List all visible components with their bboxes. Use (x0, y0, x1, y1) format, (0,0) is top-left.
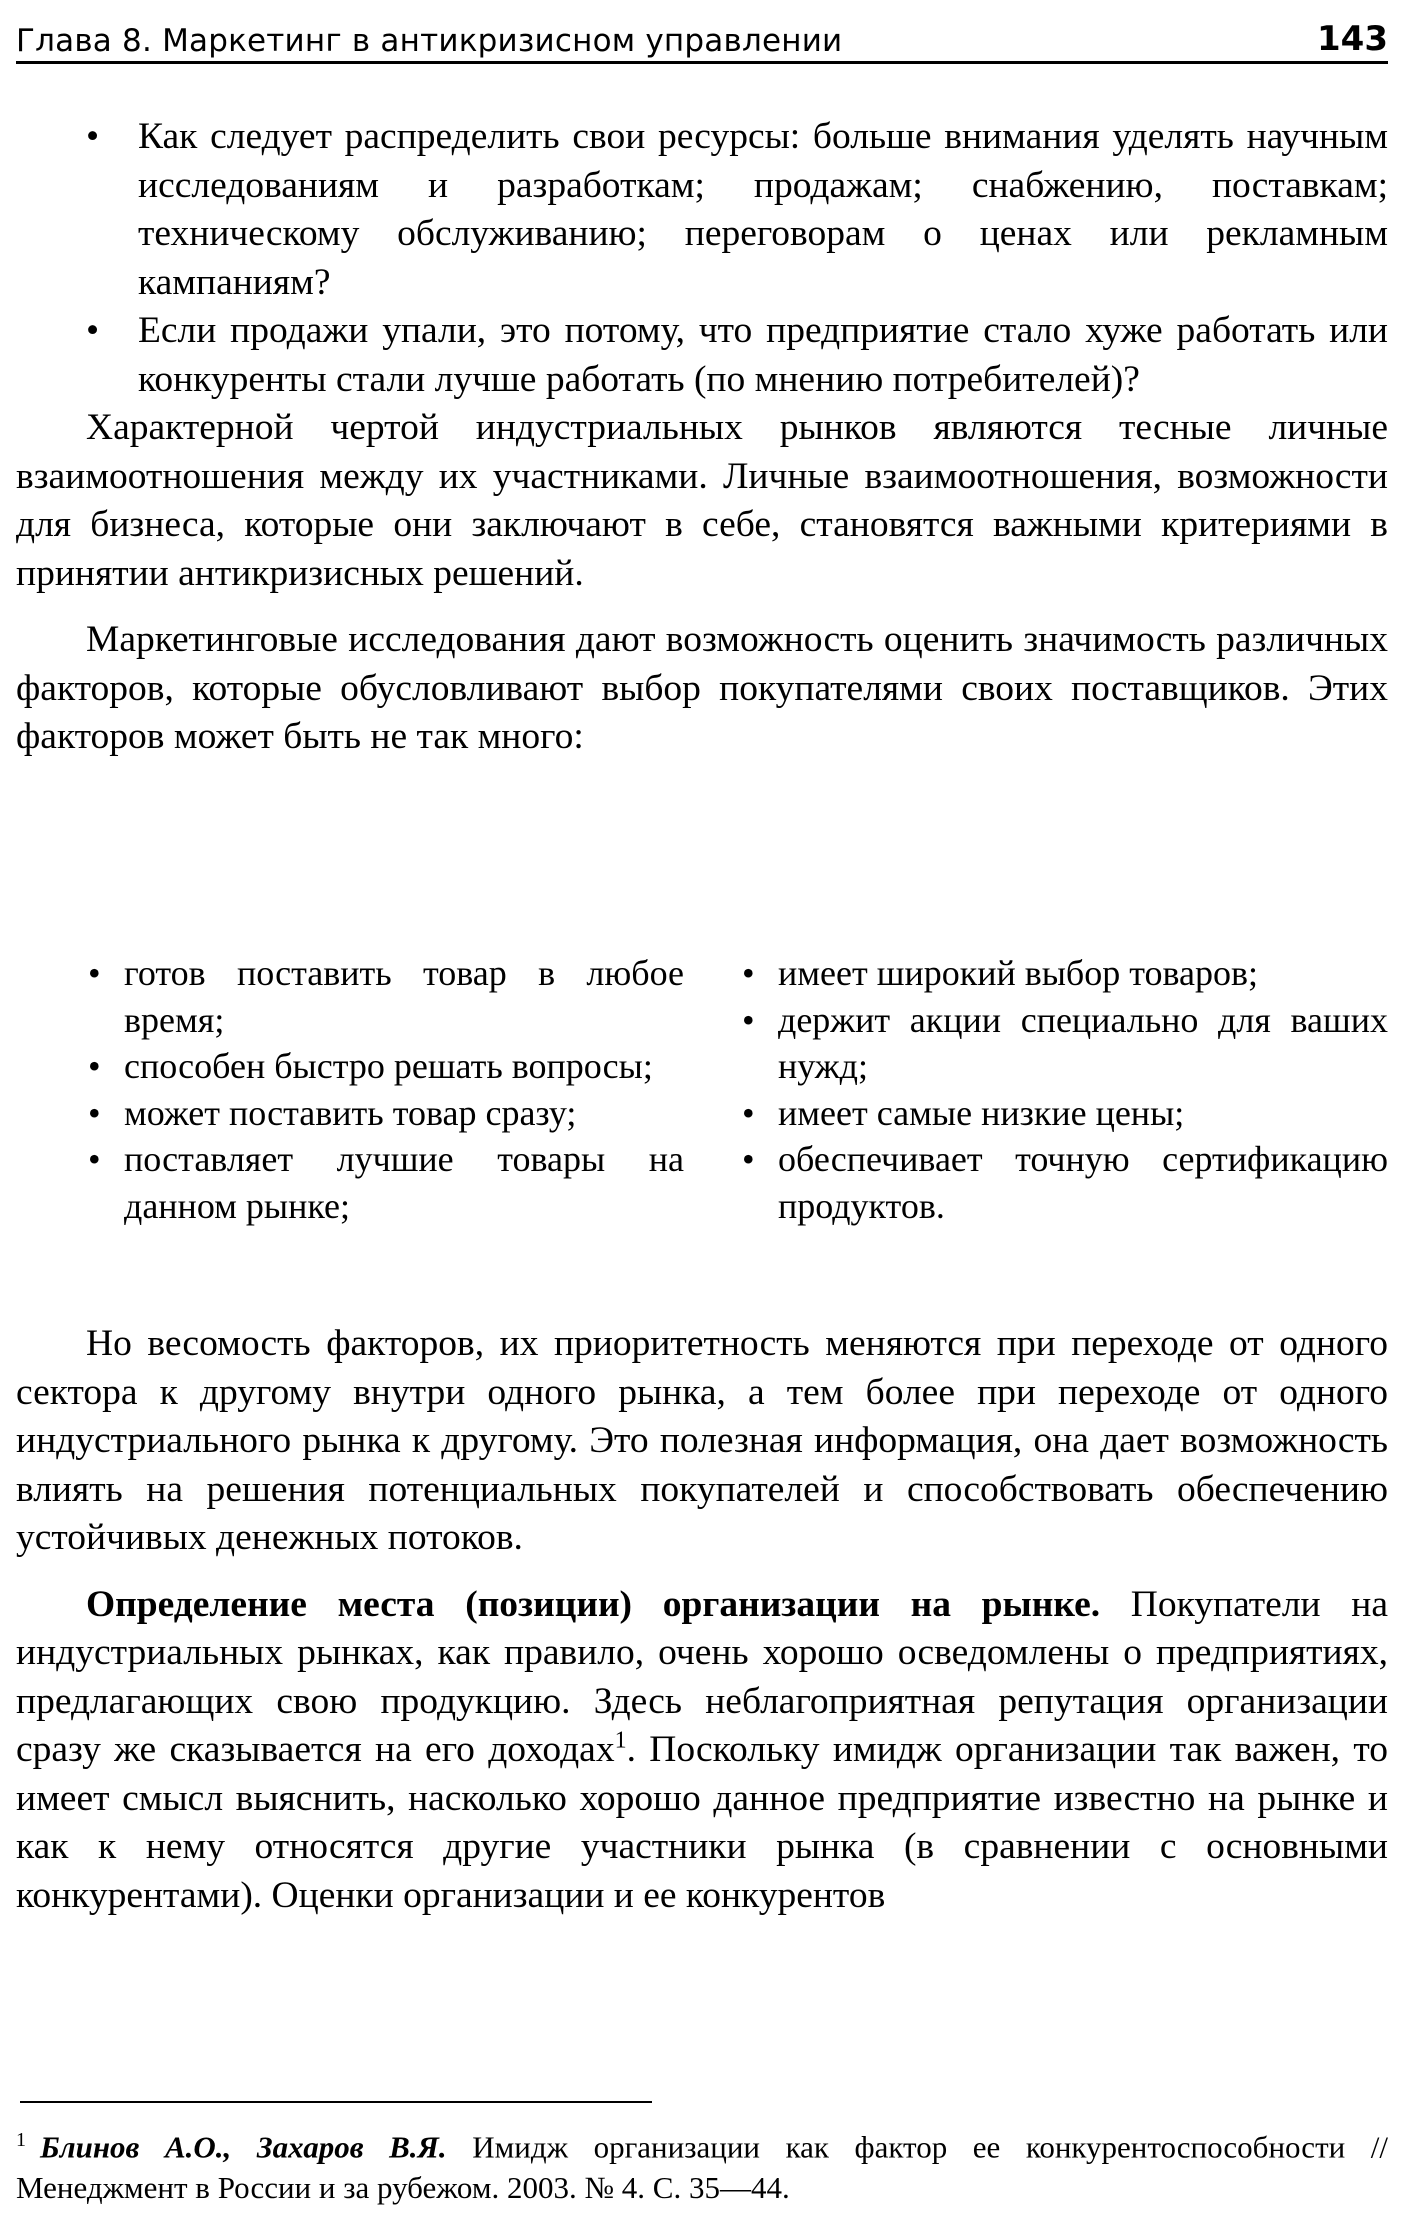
book-page (16, 10, 1388, 2220)
paragraph: Маркетинговые исследования дают возможность оценить значимость различных факторов, которые обусловливают выбор покупателями своих поставщиков. Этих факторов может быть не так много: (16, 619, 1388, 757)
page-number: 143 (1317, 19, 1388, 59)
footnote-reference[interactable]: 1 (614, 1727, 627, 1754)
main-text-upper (16, 113, 1388, 762)
section-text: . Поскольку имидж организации так важен, то имеет смысл выяснить, насколько хорошо данное предприятие известно на рынке и как к нему относятся другие участники рынка (в сравнении с основными конкурентами). Оценки организации и ее конкурентов (16, 1729, 1388, 1916)
footnote-authors: Блинов А.О., Захаров В.Я. (40, 2129, 447, 2165)
running-header (16, 10, 1388, 64)
question-item: • Как следует распределить свои ресурсы: больше внимания уделять научным исследованиям и разработкам; продажам; снабжению, поставкам; техническому обслуживанию; переговорам о ценах или рекламным кампаниям? (16, 113, 1388, 307)
footnote-divider (20, 2101, 652, 2103)
question-list (16, 113, 1388, 404)
factor-item: • имеет широкий выбор товаров; (738, 950, 1388, 997)
section-text: Покупатели на индустриальных рынках, как правило, очень хорошо осведомлены о предприятиях, предлагающих свою продукцию. Здесь неблагоприятная репутация организации сразу же сказывается на его доходах (16, 1583, 1388, 1770)
factor-item: • готов поставить товар в любое время; (84, 950, 684, 1043)
factor-item: • способен быстро решать вопросы; (84, 1043, 684, 1090)
paragraph: Характерной чертой индустриальных рынков являются тесные личные взаимоотношения между их участниками. Личные взаимоотношения, возможности для бизнеса, которые они заключают в себе, становятся важными критериями в принятии антикризисных решений. (16, 407, 1388, 594)
factor-column-left (84, 950, 684, 1229)
factor-item: • имеет самые низкие цены; (738, 1090, 1388, 1137)
factor-item: • держит акции специально для ваших нужд; (738, 997, 1388, 1090)
chapter-title: Глава 8. Маркетинг в антикризисном управлении (16, 23, 843, 59)
footnote (16, 2120, 1388, 2208)
question-item: • Если продажи упали, это потому, что предприятие стало хуже работать или конкуренты стали лучше работать (по мнению потребителей)? (16, 307, 1388, 404)
factor-item: • обеспечивает точную сертификацию продуктов. (738, 1136, 1388, 1229)
section-paragraph (16, 1581, 1388, 1921)
footnote-text: Имидж организации как фактор ее конкурентоспособности // Менеджмент в России и за рубежом. 2003. № 4. С. 35—44. (16, 2129, 1388, 2206)
footnote-number: 1 (16, 2129, 26, 2151)
factor-list (16, 950, 1388, 1229)
factor-item: • может поставить товар сразу; (84, 1090, 684, 1137)
paragraph: Но весомость факторов, их приоритетность меняются при переходе от одного сектора к другому внутри одного рынка, а тем более при переходе от одного индустриального рынка к другому. Это полезная информация, она дает возможность влиять на решения потенциальных покупателей и способствовать обеспечению устойчивых денежных потоков. (16, 1323, 1388, 1558)
main-text-lower (16, 1320, 1388, 1920)
section-runin-heading: Определение места (позиции) организации на рынке. (86, 1583, 1101, 1625)
factor-item: • поставляет лучшие товары на данном рынке; (84, 1136, 684, 1229)
factor-column-right (738, 950, 1388, 1229)
